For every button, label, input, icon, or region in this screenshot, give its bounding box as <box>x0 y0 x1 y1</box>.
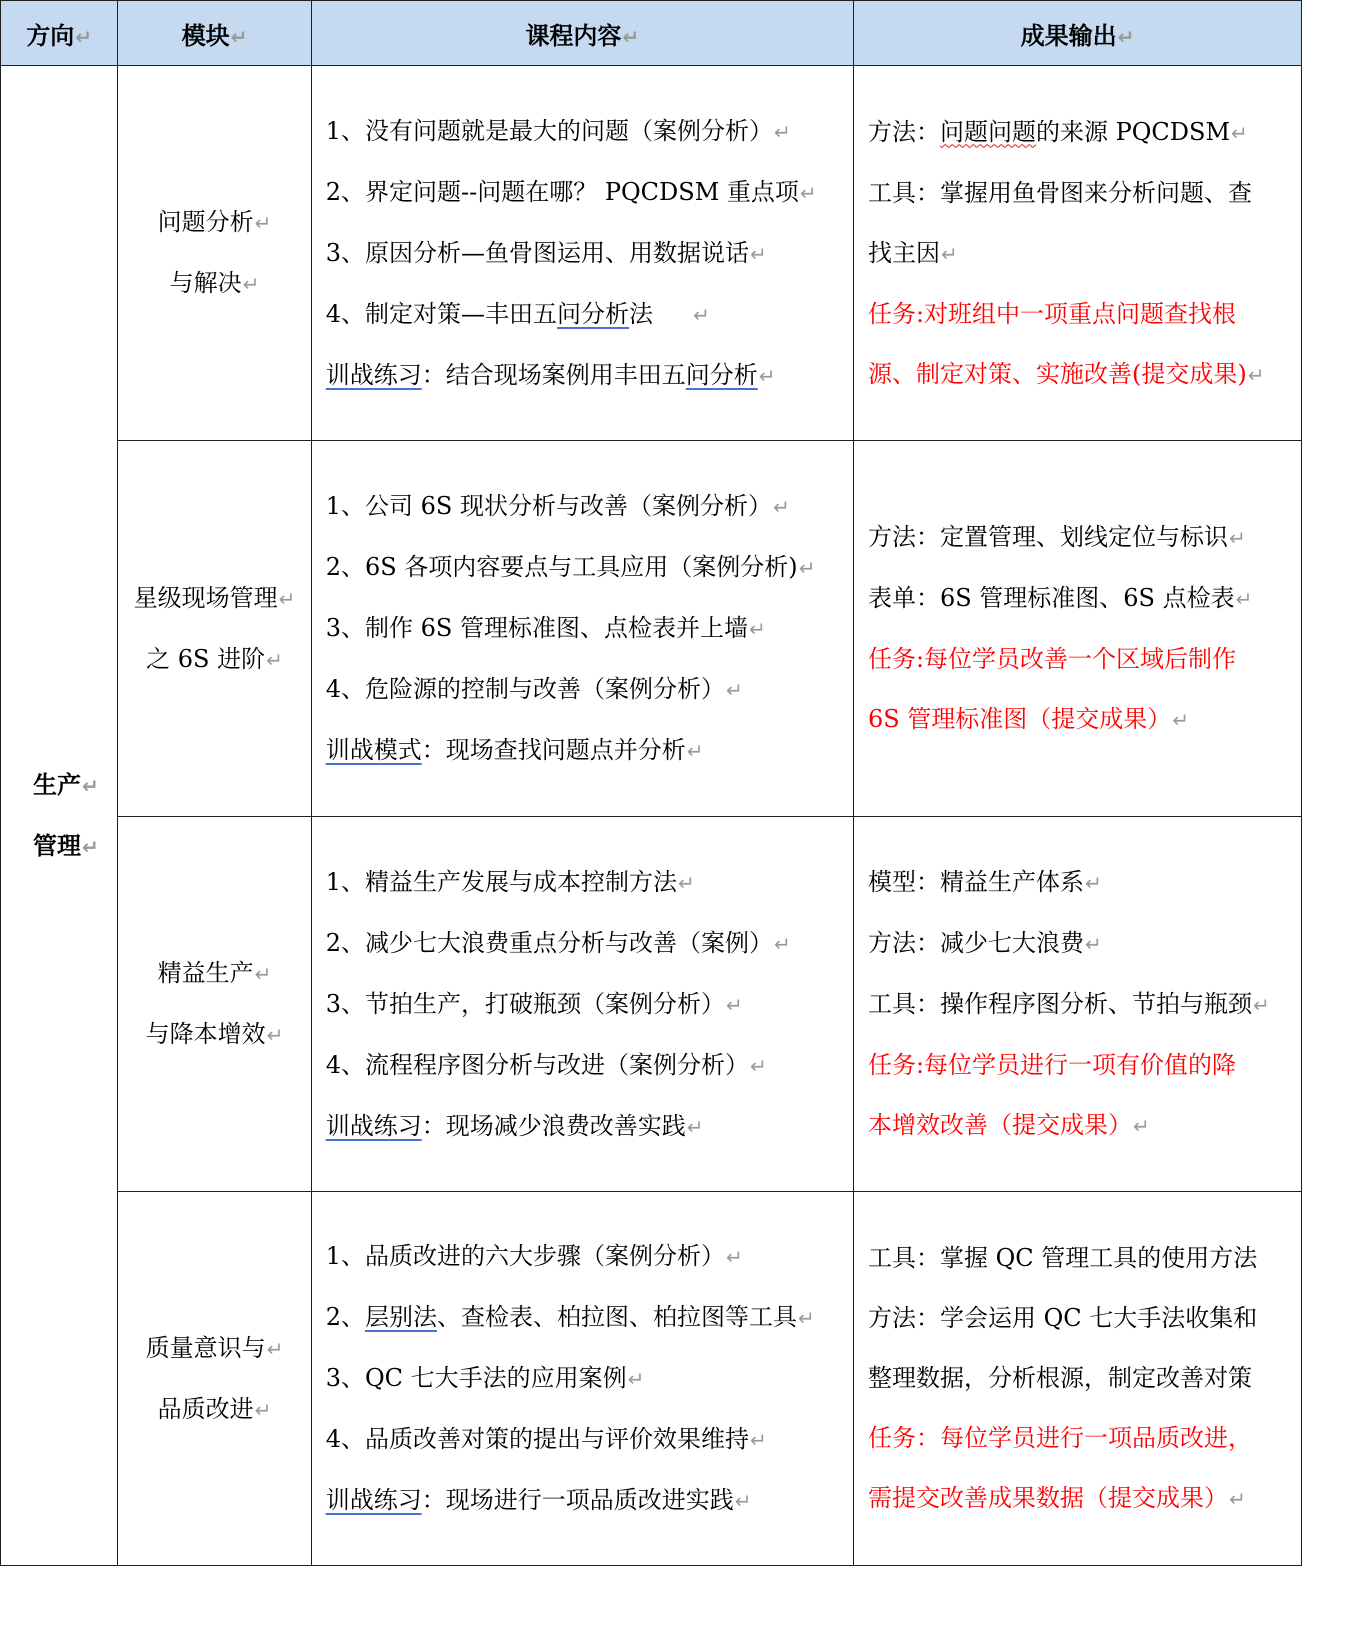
para-mark: ↵ <box>75 24 93 49</box>
content-cell: 1、品质改进的六大步骤（案例分析）↵ 2、层别法、查检表、柏拉图、柏拉图等工具↵ 3、QC 七大手法的应用案例↵ 4、品质改善对策的提出与评价效果维持↵ 训战练习：现场进行一项品质改进实践↵ <box>311 1192 853 1566</box>
output-cell: 方法：定置管理、划线定位与标识↵ 表单：6S 管理标准图、6S 点检表↵ 任务:每位学员改善一个区域后制作 6S 管理标准图（提交成果）↵ <box>853 441 1301 817</box>
output-cell: 方法：问题问题的来源 PQCDSM↵ 工具：掌握用鱼骨图来分析问题、查 找主因↵ 任务:对班组中一项重点问题查找根 源、制定对策、实施改善(提交成果)↵ <box>853 66 1301 441</box>
header-row <box>1 1 1302 66</box>
module-cell: 精益生产↵ 与降本增效↵ <box>118 817 311 1192</box>
content-cell: 1、精益生产发展与成本控制方法↵ 2、减少七大浪费重点分析与改善（案例）↵ 3、节拍生产，打破瓶颈（案例分析）↵ 4、流程程序图分析与改进（案例分析）↵ 训战练习：现场减少浪费改善实践↵ <box>311 817 853 1192</box>
header-module: 模块↵ <box>118 1 311 66</box>
content-cell: 1、没有问题就是最大的问题（案例分析）↵ 2、界定问题--问题在哪？ PQCDSM 重点项↵ 3、原因分析—鱼骨图运用、用数据说话↵ 4、制定对策—丰田五问分析法 ↵ 训战练习：结合现场案例用丰田五问分析↵ <box>311 66 853 441</box>
table-row <box>1 1192 1302 1566</box>
module-cell: 问题分析↵ 与解决↵ <box>118 66 311 441</box>
para-mark: ↵ <box>622 24 640 49</box>
table-row <box>1 817 1302 1192</box>
direction-cell: 生产↵ 管理↵ <box>1 66 118 1566</box>
output-cell: 工具：掌握 QC 管理工具的使用方法 方法：学会运用 QC 七大手法收集和 整理数据，分析根源，制定改善对策 任务：每位学员进行一项品质改进， 需提交改善成果数据（提交成果）↵ <box>853 1192 1301 1566</box>
header-direction: 方向↵ <box>1 1 118 66</box>
table-row <box>1 441 1302 817</box>
module-cell: 星级现场管理↵ 之 6S 进阶↵ <box>118 441 311 817</box>
header-output: 成果输出↵ <box>853 1 1301 66</box>
header-content: 课程内容↵ <box>311 1 853 66</box>
direction-line: 生产 <box>33 770 81 799</box>
direction-line: 管理 <box>33 831 81 860</box>
module-cell: 质量意识与↵ 品质改进↵ <box>118 1192 311 1566</box>
output-cell: 模型：精益生产体系↵ 方法：减少七大浪费↵ 工具：操作程序图分析、节拍与瓶颈↵ 任务:每位学员进行一项有价值的降 本增效改善（提交成果）↵ <box>853 817 1301 1192</box>
para-mark: ↵ <box>1117 24 1135 49</box>
content-cell: 1、公司 6S 现状分析与改善（案例分析）↵ 2、6S 各项内容要点与工具应用（案例分析)↵ 3、制作 6S 管理标准图、点检表并上墙↵ 4、危险源的控制与改善（案例分析）↵ 训战模式：现场查找问题点并分析↵ <box>311 441 853 817</box>
para-mark: ↵ <box>230 24 248 49</box>
table-row <box>1 66 1302 441</box>
